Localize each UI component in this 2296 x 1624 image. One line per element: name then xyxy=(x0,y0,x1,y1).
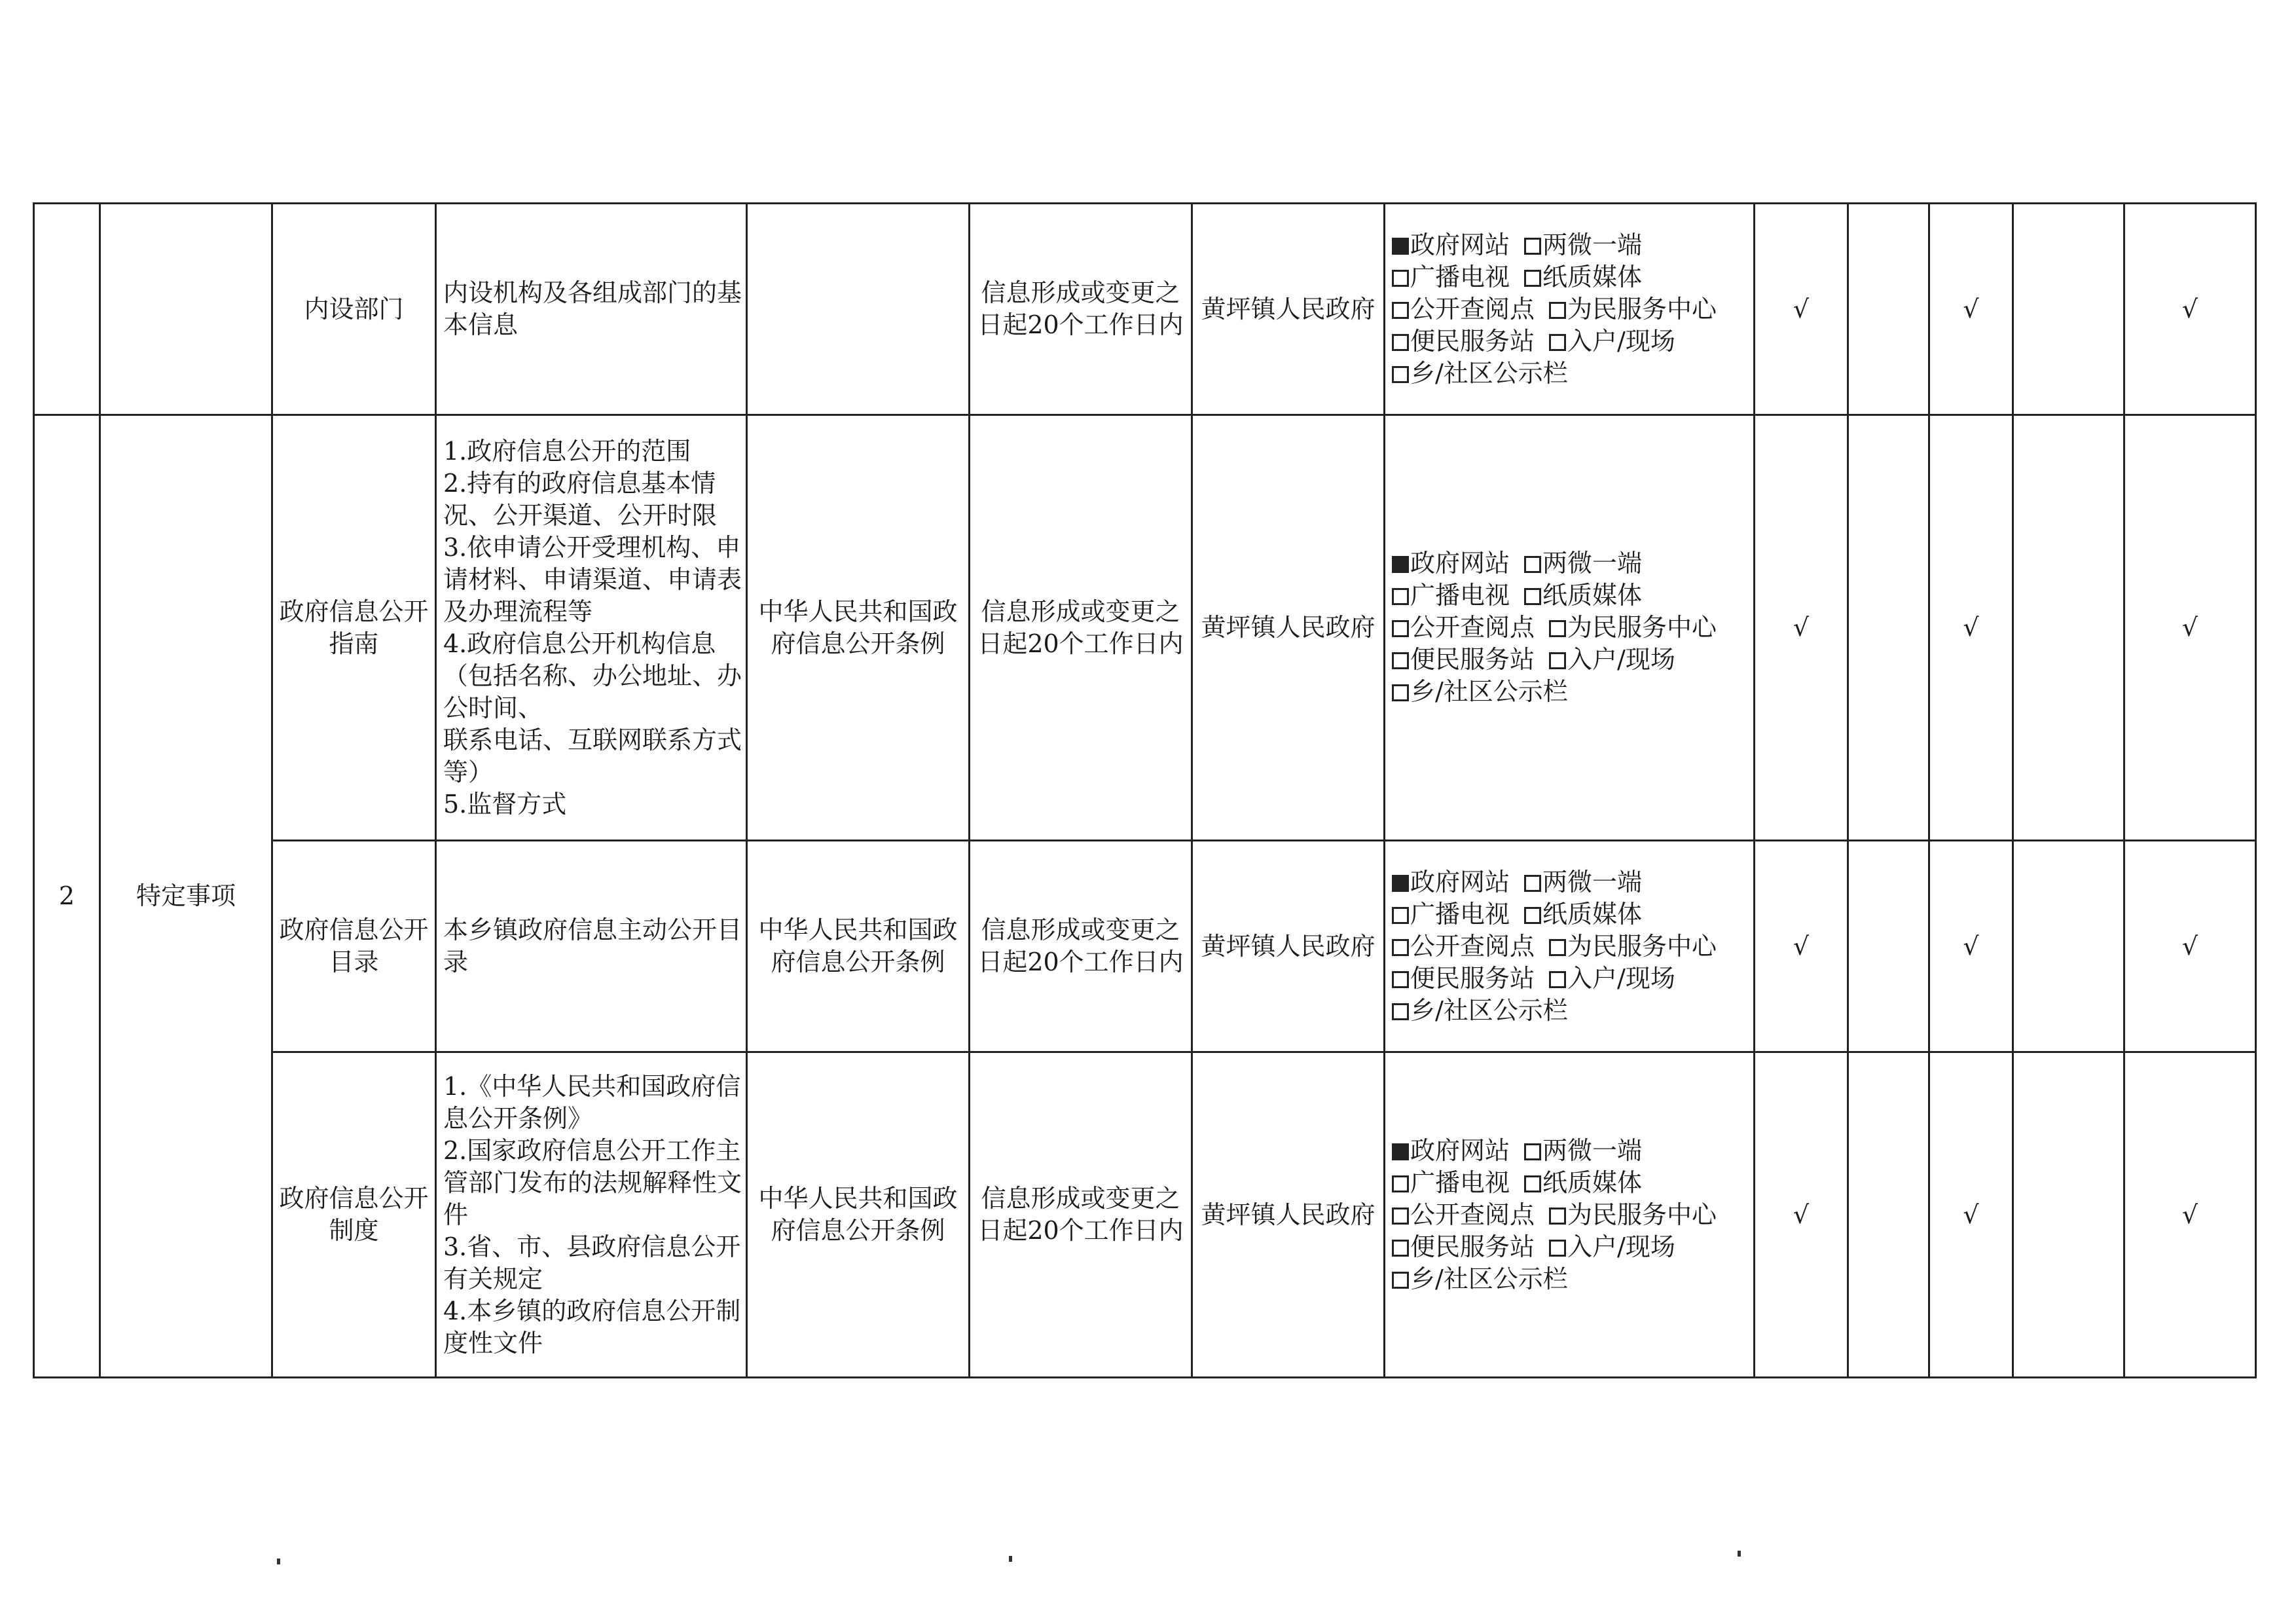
unchecked-box-icon xyxy=(1392,588,1409,605)
content-line: 联系电话、互联网联系方式等） xyxy=(443,725,742,786)
unchecked-box-icon xyxy=(1392,1208,1409,1225)
content-line: 1.政府信息公开的范围 xyxy=(443,436,691,466)
channel-label: 政府网站 xyxy=(1410,1135,1510,1165)
channel-label: 入户/现场 xyxy=(1567,326,1675,356)
channel-label: 两微一端 xyxy=(1542,867,1643,896)
unchecked-box-icon xyxy=(1392,971,1409,988)
unchecked-box-icon xyxy=(1524,1175,1541,1192)
checked-box-icon xyxy=(1392,556,1409,573)
channel-label: 入户/现场 xyxy=(1567,1232,1675,1261)
category-cell: 政府信息公开指南 xyxy=(272,415,436,841)
channel-label: 便民服务站 xyxy=(1410,645,1535,674)
unchecked-box-icon xyxy=(1392,939,1409,956)
channel-label: 便民服务站 xyxy=(1410,326,1535,356)
content-line: 本乡镇政府信息主动公开目录 xyxy=(443,915,742,976)
channel-label: 公开查阅点 xyxy=(1410,931,1535,961)
channel-label: 乡/社区公示栏 xyxy=(1410,1264,1568,1293)
content-line: 内设机构及各组成部门的基本信息 xyxy=(443,278,742,339)
content-line: 3.依申请公开受理机构、申请材料、申请渠道、申请表及办理流程等 xyxy=(443,532,742,626)
channel-label: 为民服务中心 xyxy=(1567,931,1717,961)
channel-line xyxy=(1392,676,1753,708)
channel-line xyxy=(1392,612,1753,644)
channel-line xyxy=(1392,547,1753,580)
channel-line xyxy=(1392,931,1753,963)
unchecked-box-icon xyxy=(1392,1240,1409,1257)
time-limit-cell: 信息形成或变更之日起20个工作日内 xyxy=(970,841,1192,1052)
check-mark-cell: √ xyxy=(2124,841,2256,1052)
unchecked-box-icon xyxy=(1549,971,1566,988)
scan-speck xyxy=(277,1559,280,1564)
content-line: 3.省、市、县政府信息公开有关规定 xyxy=(443,1232,741,1293)
subject-cell: 黄坪镇人民政府 xyxy=(1192,204,1385,415)
group-number-cell-continued xyxy=(34,204,100,415)
channels-cell xyxy=(1385,204,1755,415)
channel-line xyxy=(1392,325,1753,358)
group-name-cell: 特定事项 xyxy=(100,415,272,1378)
table-row xyxy=(34,841,2256,1052)
unchecked-box-icon xyxy=(1524,907,1541,924)
channel-label: 政府网站 xyxy=(1410,867,1510,896)
unchecked-box-icon xyxy=(1392,1272,1409,1289)
content-line: 2.持有的政府信息基本情况、公开渠道、公开时限 xyxy=(443,468,718,530)
channel-label: 广播电视 xyxy=(1410,581,1510,610)
content-cell xyxy=(436,1052,747,1378)
channel-label: 乡/社区公示栏 xyxy=(1410,677,1568,706)
unchecked-box-icon xyxy=(1549,334,1566,351)
channel-line xyxy=(1392,644,1753,676)
channel-label: 两微一端 xyxy=(1542,1135,1643,1165)
check-mark-cell: √ xyxy=(1755,204,1848,415)
check-mark-cell: √ xyxy=(1929,204,2013,415)
channel-line xyxy=(1392,1135,1753,1167)
channel-line xyxy=(1392,1167,1753,1199)
content-line: 1.《中华人民共和国政府信息公开条例》 xyxy=(443,1071,741,1133)
table-row xyxy=(34,204,2256,415)
channel-label: 入户/现场 xyxy=(1567,963,1675,993)
unchecked-box-icon xyxy=(1549,302,1566,319)
unchecked-box-icon xyxy=(1549,939,1566,956)
channels-cell xyxy=(1385,1052,1755,1378)
subject-cell: 黄坪镇人民政府 xyxy=(1192,1052,1385,1378)
empty-cell xyxy=(1848,415,1929,841)
unchecked-box-icon xyxy=(1524,1143,1541,1160)
empty-cell xyxy=(2013,415,2124,841)
empty-cell xyxy=(1848,841,1929,1052)
content-cell xyxy=(436,841,747,1052)
channel-line xyxy=(1392,898,1753,931)
basis-cell: 中华人民共和国政府信息公开条例 xyxy=(747,415,970,841)
content-cell xyxy=(436,415,747,841)
channel-label: 广播电视 xyxy=(1410,262,1510,291)
channel-label: 为民服务中心 xyxy=(1567,294,1717,323)
unchecked-box-icon xyxy=(1549,1240,1566,1257)
time-limit-cell: 信息形成或变更之日起20个工作日内 xyxy=(970,204,1192,415)
content-line: 4.本乡镇的政府信息公开制度性文件 xyxy=(443,1296,741,1357)
channel-line xyxy=(1392,1231,1753,1263)
channel-line xyxy=(1392,1263,1753,1295)
check-mark-cell: √ xyxy=(2124,204,2256,415)
unchecked-box-icon xyxy=(1549,652,1566,669)
subject-cell: 黄坪镇人民政府 xyxy=(1192,415,1385,841)
unchecked-box-icon xyxy=(1392,302,1409,319)
time-limit-cell: 信息形成或变更之日起20个工作日内 xyxy=(970,1052,1192,1378)
subject-cell: 黄坪镇人民政府 xyxy=(1192,841,1385,1052)
channel-label: 纸质媒体 xyxy=(1542,581,1643,610)
empty-cell xyxy=(1848,1052,1929,1378)
unchecked-box-icon xyxy=(1392,366,1409,383)
channel-label: 纸质媒体 xyxy=(1542,899,1643,929)
check-mark-cell: √ xyxy=(1755,841,1848,1052)
checked-box-icon xyxy=(1392,1143,1409,1160)
channel-label: 入户/现场 xyxy=(1567,645,1675,674)
group-number-cell: 2 xyxy=(34,415,100,1378)
check-mark-cell: √ xyxy=(1929,415,2013,841)
channel-label: 公开查阅点 xyxy=(1410,1200,1535,1229)
content-line: 2.国家政府信息公开工作主管部门发布的法规解释性文件 xyxy=(443,1135,742,1229)
channel-label: 广播电视 xyxy=(1410,1168,1510,1197)
category-cell: 政府信息公开目录 xyxy=(272,841,436,1052)
channel-label: 便民服务站 xyxy=(1410,963,1535,993)
check-mark-cell: √ xyxy=(1929,841,2013,1052)
basis-cell: 中华人民共和国政府信息公开条例 xyxy=(747,1052,970,1378)
unchecked-box-icon xyxy=(1392,907,1409,924)
channel-line xyxy=(1392,358,1753,390)
channel-label: 乡/社区公示栏 xyxy=(1410,995,1568,1025)
channel-label: 乡/社区公示栏 xyxy=(1410,358,1568,388)
unchecked-box-icon xyxy=(1392,652,1409,669)
channel-label: 为民服务中心 xyxy=(1567,613,1717,642)
table-row xyxy=(34,1052,2256,1378)
channel-label: 政府网站 xyxy=(1410,230,1510,259)
unchecked-box-icon xyxy=(1524,556,1541,573)
channel-line xyxy=(1392,261,1753,293)
channel-label: 广播电视 xyxy=(1410,899,1510,929)
empty-cell xyxy=(2013,204,2124,415)
unchecked-box-icon xyxy=(1392,684,1409,701)
unchecked-box-icon xyxy=(1392,334,1409,351)
content-line: 4.政府信息公开机构信息（包括名称、办公地址、办公时间、 xyxy=(443,629,742,722)
scan-speck xyxy=(1738,1551,1741,1557)
disclosure-table xyxy=(33,202,2257,1378)
unchecked-box-icon xyxy=(1524,238,1541,255)
check-mark-cell: √ xyxy=(1929,1052,2013,1378)
channel-line xyxy=(1392,293,1753,325)
channel-label: 便民服务站 xyxy=(1410,1232,1535,1261)
channel-label: 公开查阅点 xyxy=(1410,294,1535,323)
channels-cell xyxy=(1385,841,1755,1052)
check-mark-cell: √ xyxy=(2124,415,2256,841)
unchecked-box-icon xyxy=(1524,588,1541,605)
channel-line xyxy=(1392,963,1753,995)
channels-cell xyxy=(1385,415,1755,841)
basis-cell xyxy=(747,204,970,415)
channel-label: 为民服务中心 xyxy=(1567,1200,1717,1229)
unchecked-box-icon xyxy=(1392,270,1409,287)
channel-line xyxy=(1392,995,1753,1027)
category-cell: 政府信息公开制度 xyxy=(272,1052,436,1378)
unchecked-box-icon xyxy=(1549,620,1566,637)
category-cell: 内设部门 xyxy=(272,204,436,415)
content-cell xyxy=(436,204,747,415)
empty-cell xyxy=(1848,204,1929,415)
group-name-cell-continued xyxy=(100,204,272,415)
basis-cell: 中华人民共和国政府信息公开条例 xyxy=(747,841,970,1052)
check-mark-cell: √ xyxy=(1755,1052,1848,1378)
unchecked-box-icon xyxy=(1549,1208,1566,1225)
check-mark-cell: √ xyxy=(1755,415,1848,841)
channel-label: 公开查阅点 xyxy=(1410,613,1535,642)
channel-line xyxy=(1392,229,1753,261)
empty-cell xyxy=(2013,1052,2124,1378)
table-row xyxy=(34,415,2256,841)
check-mark-cell: √ xyxy=(2124,1052,2256,1378)
checked-box-icon xyxy=(1392,875,1409,892)
time-limit-cell: 信息形成或变更之日起20个工作日内 xyxy=(970,415,1192,841)
channel-line xyxy=(1392,1199,1753,1231)
checked-box-icon xyxy=(1392,238,1409,255)
scan-speck xyxy=(1009,1556,1012,1562)
channel-label: 政府网站 xyxy=(1410,549,1510,578)
unchecked-box-icon xyxy=(1524,270,1541,287)
content-line: 5.监督方式 xyxy=(443,789,567,819)
unchecked-box-icon xyxy=(1392,1175,1409,1192)
empty-cell xyxy=(2013,841,2124,1052)
channel-label: 两微一端 xyxy=(1542,549,1643,578)
channel-line xyxy=(1392,580,1753,612)
unchecked-box-icon xyxy=(1524,875,1541,892)
channel-label: 纸质媒体 xyxy=(1542,1168,1643,1197)
channel-line xyxy=(1392,866,1753,898)
channel-label: 纸质媒体 xyxy=(1542,262,1643,291)
unchecked-box-icon xyxy=(1392,1003,1409,1020)
channel-label: 两微一端 xyxy=(1542,230,1643,259)
unchecked-box-icon xyxy=(1392,620,1409,637)
